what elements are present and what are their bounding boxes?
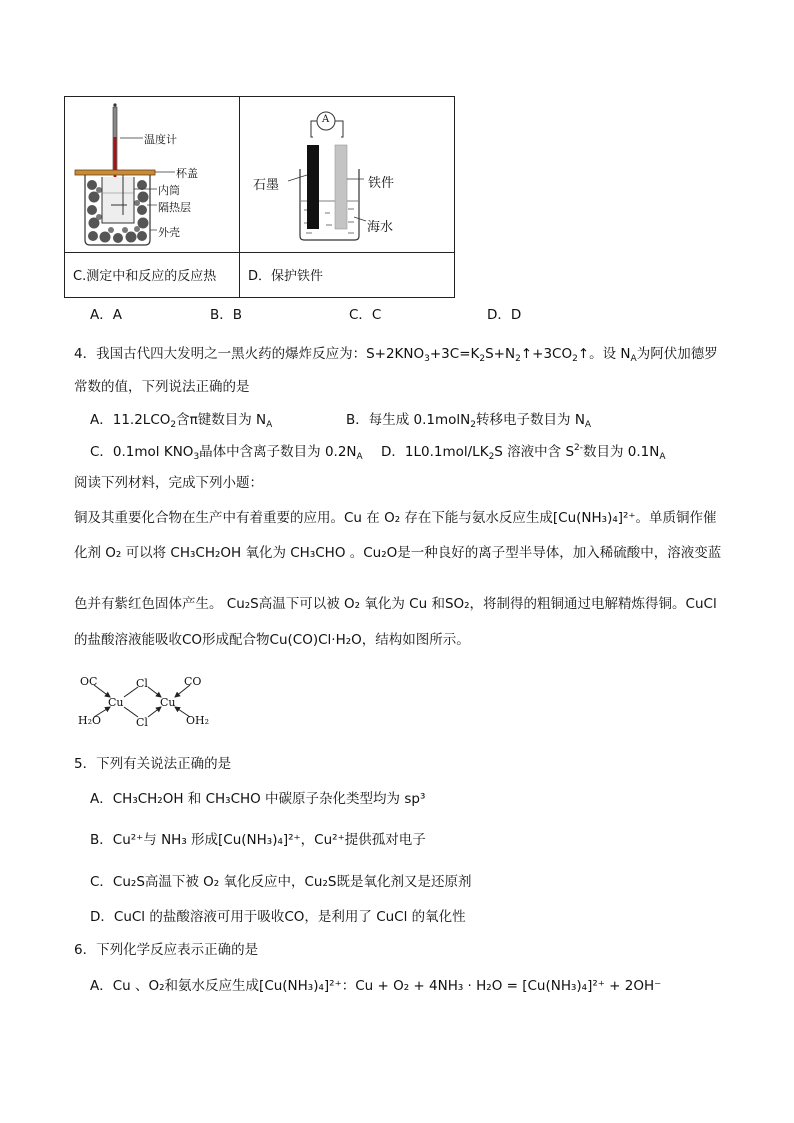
q6-stem: 6．下列化学反应表示正确的是 xyxy=(74,942,259,958)
struct-cu-left: Cu xyxy=(108,696,124,709)
struct-cu-right: Cu xyxy=(160,696,176,709)
q5-option-c: C．Cu₂S高温下被 O₂ 氧化反应中，Cu₂S既是氧化剂又是还原剂 xyxy=(90,874,472,890)
q4-option-c: C．0.1mol $KNO_3$晶体中含离子数目为 $0.2N_A$ xyxy=(90,444,363,462)
q4-d-text: D．1L0.1mol/LK xyxy=(381,444,489,460)
ammeter-label: A xyxy=(322,114,330,125)
q3-option-a: A．A xyxy=(90,307,122,323)
struct-oh2: OH₂ xyxy=(186,714,210,727)
q6-option-a: A．Cu 、O₂和氨水反应生成[Cu(NH₃)₄]²⁺：Cu + O₂ + 4NH₃ · H₂O = [Cu(NH₃)₄]²⁺ + 2OH⁻ xyxy=(90,978,662,994)
calorimeter-figure xyxy=(65,97,239,252)
label-iron: 铁件 xyxy=(368,176,395,191)
label-insulation: 隔热层 xyxy=(158,201,191,214)
q4-stem: 4．我国古代四大发明之一黑火药的爆炸反应为：$S+2KNO_3+3C=K_2S+N_2↑+3CO_2↑$。设 $N_A$为阿伏加德罗 xyxy=(74,346,718,364)
reading-line-1: 铜及其重要化合物在生产中有着重要的应用。Cu 在 O₂ 存在下能与氨水反应生成[Cu(NH₃)₄]²⁺。单质铜作催 xyxy=(74,510,717,526)
q4-c-tail: 晶体中含离子数目为 0.2N xyxy=(199,444,357,460)
label-graphite: 石墨 xyxy=(253,178,280,193)
q4-a-text: A．11.2LCO xyxy=(90,412,171,428)
q4-b-text: B．每生成 0.1molN xyxy=(346,412,471,428)
cell-d-label: D．保护铁件 xyxy=(248,269,324,284)
struct-cl-bottom: Cl xyxy=(136,716,148,729)
q4-stem-line2: 常数的值，下列说法正确的是 xyxy=(74,379,250,395)
q4-option-d: D．$1L0.1mol/LK_2S$ 溶液中含 $S^{2-}$数目为 $0.1N_A$ xyxy=(381,443,666,462)
struct-cl-top: Cl xyxy=(136,677,148,690)
q4-option-b: B．每生成 0.1molN$_2$转移电子数目为 $N_A$ xyxy=(346,412,592,430)
q4-b-tail: 转移电子数目为 N xyxy=(476,412,585,428)
q4-c-text: C．0.1mol KNO xyxy=(90,444,194,460)
struct-co: CO xyxy=(184,675,202,688)
q5-stem: 5．下列有关说法正确的是 xyxy=(74,756,232,772)
cell-c-label: C.测定中和反应的反应热 xyxy=(73,269,217,284)
q3-option-b: B．B xyxy=(210,307,243,323)
reading-line-2: 化剂 O₂ 可以将 CH₃CH₂OH 氧化为 CH₃CHO 。Cu₂O是一种良好的离子型半导体，加入稀硫酸中，溶液变蓝 xyxy=(74,545,722,561)
reading-line-4: 的盐酸溶液能吸收CO形成配合物Cu(CO)Cl·H₂O，结构如图所示。 xyxy=(74,632,470,648)
label-seawater: 海水 xyxy=(367,220,394,235)
q4-d-tail2: 数目为 0.1N xyxy=(583,444,660,460)
q4-stem-prefix: 4．我国古代四大发明之一黑火药的爆炸反应为：S+2KNO xyxy=(74,346,425,362)
reading-line-3: 色并有紫红色固体产生。 Cu₂S高温下可以被 O₂ 氧化为 Cu 和SO₂，将制得的粗铜通过电解精炼得铜。CuCl xyxy=(74,596,717,612)
struct-oc: OC xyxy=(80,675,98,688)
q3-option-c: C．C xyxy=(349,307,382,323)
q4-option-a: A．$11.2LCO_2$含π键数目为 $N_A$ xyxy=(90,412,273,430)
q4-d-tail: S 溶液中含 S xyxy=(494,444,575,460)
q5-option-d: D．CuCl 的盐酸溶液可用于吸收CO，是利用了 CuCl 的氧化性 xyxy=(90,909,466,925)
q5-option-a: A．CH₃CH₂OH 和 CH₃CHO 中碳原子杂化类型均为 sp³ xyxy=(90,791,426,807)
label-outer: 外壳 xyxy=(158,226,180,239)
q3-option-d: D．D xyxy=(487,307,522,323)
q5-option-b: B．Cu²⁺与 NH₃ 形成[Cu(NH₃)₄]²⁺，Cu²⁺提供孤对电子 xyxy=(90,832,426,848)
q4-a-tail: 含π键数目为 N xyxy=(176,412,267,428)
struct-h2o: H₂O xyxy=(78,714,102,727)
q4-stem-rest: +3C=K xyxy=(429,346,480,362)
table-divider-horizontal xyxy=(65,252,454,253)
label-thermometer: 温度计 xyxy=(144,133,177,146)
apparatus-table xyxy=(64,96,455,298)
label-inner: 内筒 xyxy=(158,184,180,197)
reading-intro: 阅读下列材料，完成下列小题： xyxy=(74,475,263,491)
label-lid: 杯盖 xyxy=(176,167,198,180)
